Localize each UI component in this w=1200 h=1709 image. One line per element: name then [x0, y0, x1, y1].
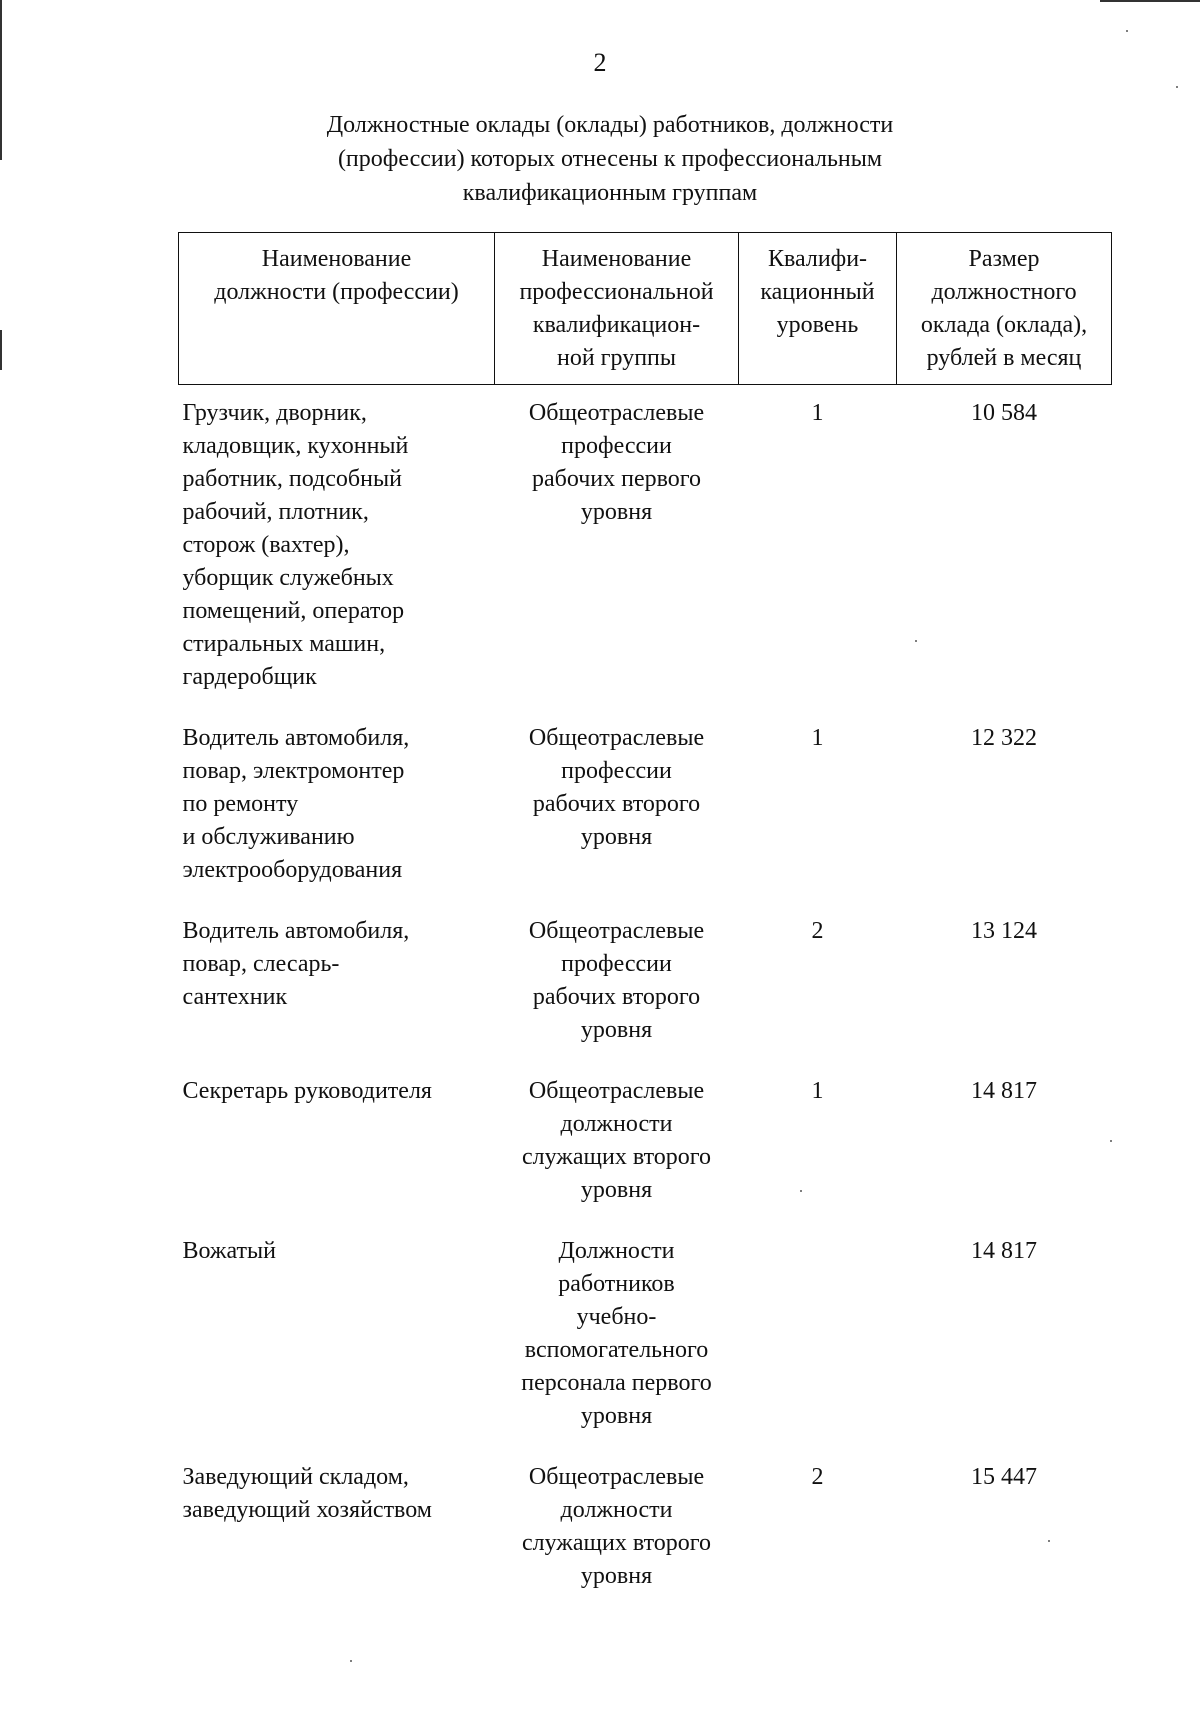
- header-line: Размер: [968, 246, 1040, 272]
- cell-line: профессии: [561, 758, 672, 784]
- scan-speck: [1110, 1140, 1112, 1142]
- scan-edge-line: [0, 0, 2, 160]
- cell-line: профессии: [561, 951, 672, 977]
- cell-line: повар, электромонтер: [182, 758, 405, 784]
- cell-level: 2: [811, 1464, 824, 1490]
- scan-speck: [800, 1190, 802, 1192]
- cell-line: уборщик служебных: [182, 565, 394, 591]
- header-line: кационный: [760, 279, 875, 305]
- cell-line: вспомогательного: [524, 1337, 709, 1363]
- cell-line: Водитель автомобиля,: [182, 918, 410, 944]
- header-line: должности (профессии): [214, 279, 459, 305]
- header-line: профессиональной: [519, 279, 714, 305]
- cell-line: Общеотраслевые: [528, 918, 705, 944]
- header-line: должностного: [931, 279, 1077, 305]
- title-line: (профессии) которых отнесены к профессиональным: [337, 146, 883, 172]
- cell-line: повар, слесарь-: [182, 951, 340, 977]
- cell-line: по ремонту: [182, 791, 299, 817]
- scan-speck: [350, 1660, 352, 1662]
- cell-line: уровня: [580, 499, 653, 525]
- cell-line: уровня: [580, 1403, 653, 1429]
- cell-line: рабочих второго: [532, 984, 701, 1010]
- cell-salary: 14 817: [971, 1078, 1037, 1104]
- header-group: [495, 233, 739, 385]
- cell-line: Водитель автомобиля,: [182, 725, 410, 751]
- title-line: квалификационным группам: [462, 180, 758, 206]
- cell-line: и обслуживанию: [182, 824, 355, 850]
- cell-line: Заведующий складом,: [182, 1464, 409, 1490]
- document-title: [250, 108, 970, 210]
- page-number: 2: [593, 48, 607, 77]
- cell-line: Секретарь руководителя: [182, 1078, 432, 1104]
- cell-position: [179, 1063, 495, 1223]
- cell-line: Общеотраслевые: [528, 725, 705, 751]
- scan-speck: [915, 640, 917, 642]
- cell-line: Общеотраслевые: [528, 1078, 705, 1104]
- cell-line: рабочих первого: [531, 466, 702, 492]
- cell-group: [495, 710, 739, 903]
- cell-line: кладовщик, кухонный: [182, 433, 409, 459]
- cell-line: Должности: [558, 1238, 675, 1264]
- header-salary: [897, 233, 1112, 385]
- table-row: [179, 1063, 1112, 1223]
- cell-salary: 13 124: [971, 918, 1037, 944]
- scan-speck: [1048, 1540, 1050, 1542]
- cell-line: сантехник: [182, 984, 288, 1010]
- cell-group: [495, 385, 739, 711]
- title-line: Должностные оклады (оклады) работников, должности: [326, 112, 894, 138]
- table-row: [179, 1223, 1112, 1449]
- header-line: рублей в месяц: [926, 345, 1082, 371]
- header-line: ной группы: [556, 345, 677, 371]
- scan-speck: [1126, 30, 1128, 32]
- cell-line: заведующий хозяйством: [182, 1497, 432, 1523]
- cell-group: [495, 1063, 739, 1223]
- cell-line: помещений, оператор: [182, 598, 405, 624]
- cell-line: работник, подсобный: [182, 466, 402, 492]
- cell-level: 2: [811, 918, 824, 944]
- cell-salary: 15 447: [971, 1464, 1037, 1490]
- cell-position: [179, 903, 495, 1063]
- header-line: квалификацион-: [532, 312, 701, 338]
- table-row: [179, 1449, 1112, 1609]
- cell-line: персонала первого: [521, 1370, 712, 1396]
- header-line: Квалифи-: [767, 246, 868, 272]
- cell-line: уровня: [580, 824, 653, 850]
- cell-line: гардеробщик: [182, 664, 317, 690]
- header-line: Наименование: [261, 246, 412, 272]
- cell-line: Общеотраслевые: [528, 1464, 705, 1490]
- table-row: [179, 385, 1112, 711]
- cell-group: [495, 903, 739, 1063]
- header-line: оклада (оклада),: [920, 312, 1088, 338]
- cell-position: [179, 710, 495, 903]
- cell-line: рабочих второго: [532, 791, 701, 817]
- cell-salary: 14 817: [971, 1238, 1037, 1264]
- cell-line: сторож (вахтер),: [182, 532, 350, 558]
- cell-position: [179, 1449, 495, 1609]
- table-row: [179, 710, 1112, 903]
- header-level: [739, 233, 897, 385]
- cell-level: 1: [811, 1078, 824, 1104]
- cell-line: служащих второго: [521, 1530, 712, 1556]
- cell-line: Вожатый: [182, 1238, 276, 1264]
- cell-level: [739, 1223, 897, 1449]
- header-line: уровень: [776, 312, 859, 338]
- cell-position: [179, 1223, 495, 1449]
- cell-line: Общеотраслевые: [528, 400, 705, 426]
- table-header-row: [179, 233, 1112, 385]
- cell-line: стиральных машин,: [182, 631, 386, 657]
- cell-line: учебно-: [576, 1304, 657, 1330]
- header-line: Наименование: [541, 246, 692, 272]
- cell-line: работников: [558, 1271, 675, 1297]
- scan-edge-line: [1100, 0, 1200, 2]
- cell-level: 1: [811, 400, 824, 426]
- cell-line: профессии: [561, 433, 672, 459]
- cell-salary: 10 584: [971, 400, 1037, 426]
- cell-line: должности: [560, 1497, 673, 1523]
- salary-table: [178, 232, 1112, 1609]
- cell-line: служащих второго: [521, 1144, 712, 1170]
- cell-salary: 12 322: [971, 725, 1037, 751]
- cell-level: 1: [811, 725, 824, 751]
- cell-position: [179, 385, 495, 711]
- scan-speck: [1176, 86, 1178, 88]
- cell-group: [495, 1223, 739, 1449]
- cell-group: [495, 1449, 739, 1609]
- cell-line: уровня: [580, 1017, 653, 1043]
- table-row: [179, 903, 1112, 1063]
- scan-edge-line: [0, 330, 2, 370]
- cell-line: уровня: [580, 1177, 653, 1203]
- cell-line: Грузчик, дворник,: [182, 400, 367, 426]
- cell-line: рабочий, плотник,: [182, 499, 369, 525]
- cell-line: уровня: [580, 1563, 653, 1589]
- cell-line: электрооборудования: [182, 857, 403, 883]
- cell-line: должности: [560, 1111, 673, 1137]
- header-position: [179, 233, 495, 385]
